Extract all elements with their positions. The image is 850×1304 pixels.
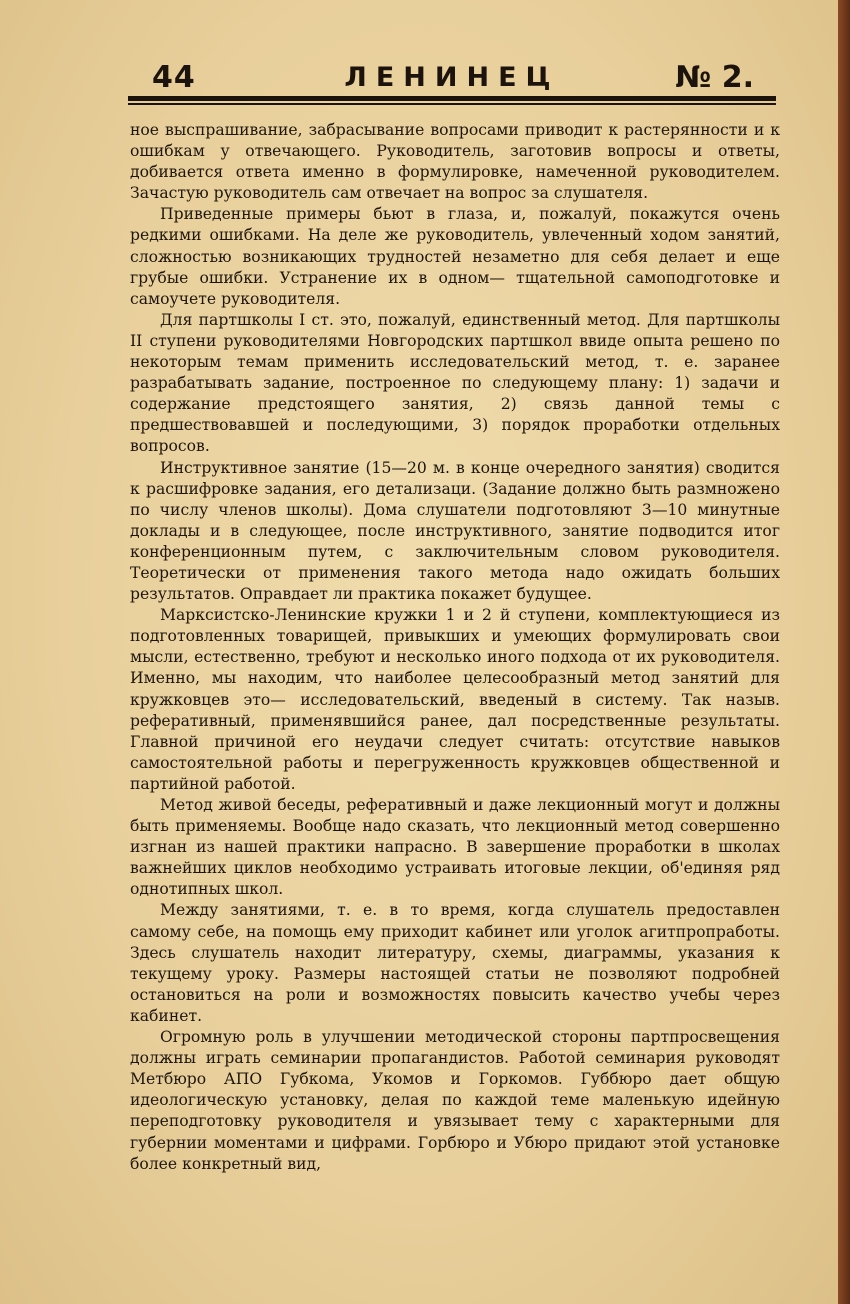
article-body — [130, 120, 780, 1175]
page-header — [128, 58, 776, 98]
paragraph-1: ное выспрашивание, забрасывание вопросами приводит к растерянности и к ошибкам у отвечающего. Руководитель, заготовив вопросы и ответы, добивается ответа именно в формулировке, намеченной руководителем. Зачастую руководитель сам отвечает на вопрос за слушателя. — [130, 121, 780, 203]
paragraph-3: Для партшколы I ст. это, пожалуй, единственный метод. Для партшколы II ступени руководителями Новгородских партшкол ввиде опыта решено по некоторым темам применить исследовательский метод, т. е. заранее разрабатывать задание, построенное по следующему плану: 1) задачи и содержание предстоящего занятия, 2) связь данной темы с предшествовавшей и последующими, 3) порядок проработки отдельных вопросов. — [130, 310, 780, 456]
paragraph-6: Метод живой беседы, реферативный и даже лекционный могут и должны быть применяемы. Вообще надо сказать, что лекционный метод совершенно изгнан из нашей практики напрасно. В завершение проработки в школах важнейших циклов необходимо устраивать итоговые лекции, об'единяя ряд однотипных школ. — [130, 796, 780, 899]
header-rule-thin — [128, 103, 776, 105]
journal-title: ЛЕНИНЕЦ — [344, 62, 560, 93]
header-rule-thick — [128, 96, 776, 101]
book-spine — [838, 0, 850, 1304]
paragraph-2: Приведенные примеры бьют в глаза, и, пожалуй, покажутся очень редкими ошибками. На деле же руководитель, увлеченный ходом занятий, сложностью возникающих трудностей незаметно для себя делает и еще грубые ошибки. Устранение их в одном— тщательной самоподготовке и самоучете руководителя. — [130, 205, 780, 308]
paragraph-8: Огромную роль в улучшении методической стороны партпросвещения должны играть семинарии пропагандистов. Работой семинария руководят Метбюро АПО Губкома, Укомов и Горкомов. Губбюро дает общую идеологическую установку, делая по каждой теме маленькую идейную переподготовку руководителя и увязывает тему с характерными для губернии моментами и цифрами. Горбюро и Убюро придают этой установке более конкретный вид, — [130, 1028, 780, 1173]
paragraph-5: Марксистско-Ленинские кружки 1 и 2 й ступени, комплектующиеся из подготовленных товарищей, привыкших и умеющих формулировать свои мысли, естественно, требуют и несколько иного подхода от их руководителя. Именно, мы находим, что наиболее целесообразный метод занятий для кружковцев это— исследовательский, введеный в систему. Так назыв. реферативный, применявшийся ранее, дал посредственные результаты. Главной причиной его неудачи следует считать: отсутствие навыков самостоятельной работы и перегруженность кружковцев общественной и партийной работой. — [130, 606, 780, 793]
paragraph-7: Между занятиями, т. е. в то время, когда слушатель предоставлен самому себе, на помощь ему приходит кабинет или уголок агитпропработы. Здесь слушатель находит литературу, схемы, диаграммы, указания к текущему уроку. Размеры настоящей статьи не позволяют подробней остановиться на роли и возможностях повысить качество учебы через кабинет. — [130, 901, 780, 1025]
issue-number: № 2. — [675, 60, 754, 95]
paragraph-4: Инструктивное занятие (15—20 м. в конце очередного занятия) сводится к расшифровке задания, его детализаци. (Задание должно быть размножено по числу членов школы). Дома слушатели подготовляют 3—10 минутные доклады и в следующее, после инструктивного, занятие подводится итог конференционным путем, с заключительным словом руководителя. Теоретически от применения такого метода надо ожидать больших результатов. Оправдает ли практика покажет будущее. — [130, 458, 780, 604]
page-number: 44 — [152, 60, 196, 95]
